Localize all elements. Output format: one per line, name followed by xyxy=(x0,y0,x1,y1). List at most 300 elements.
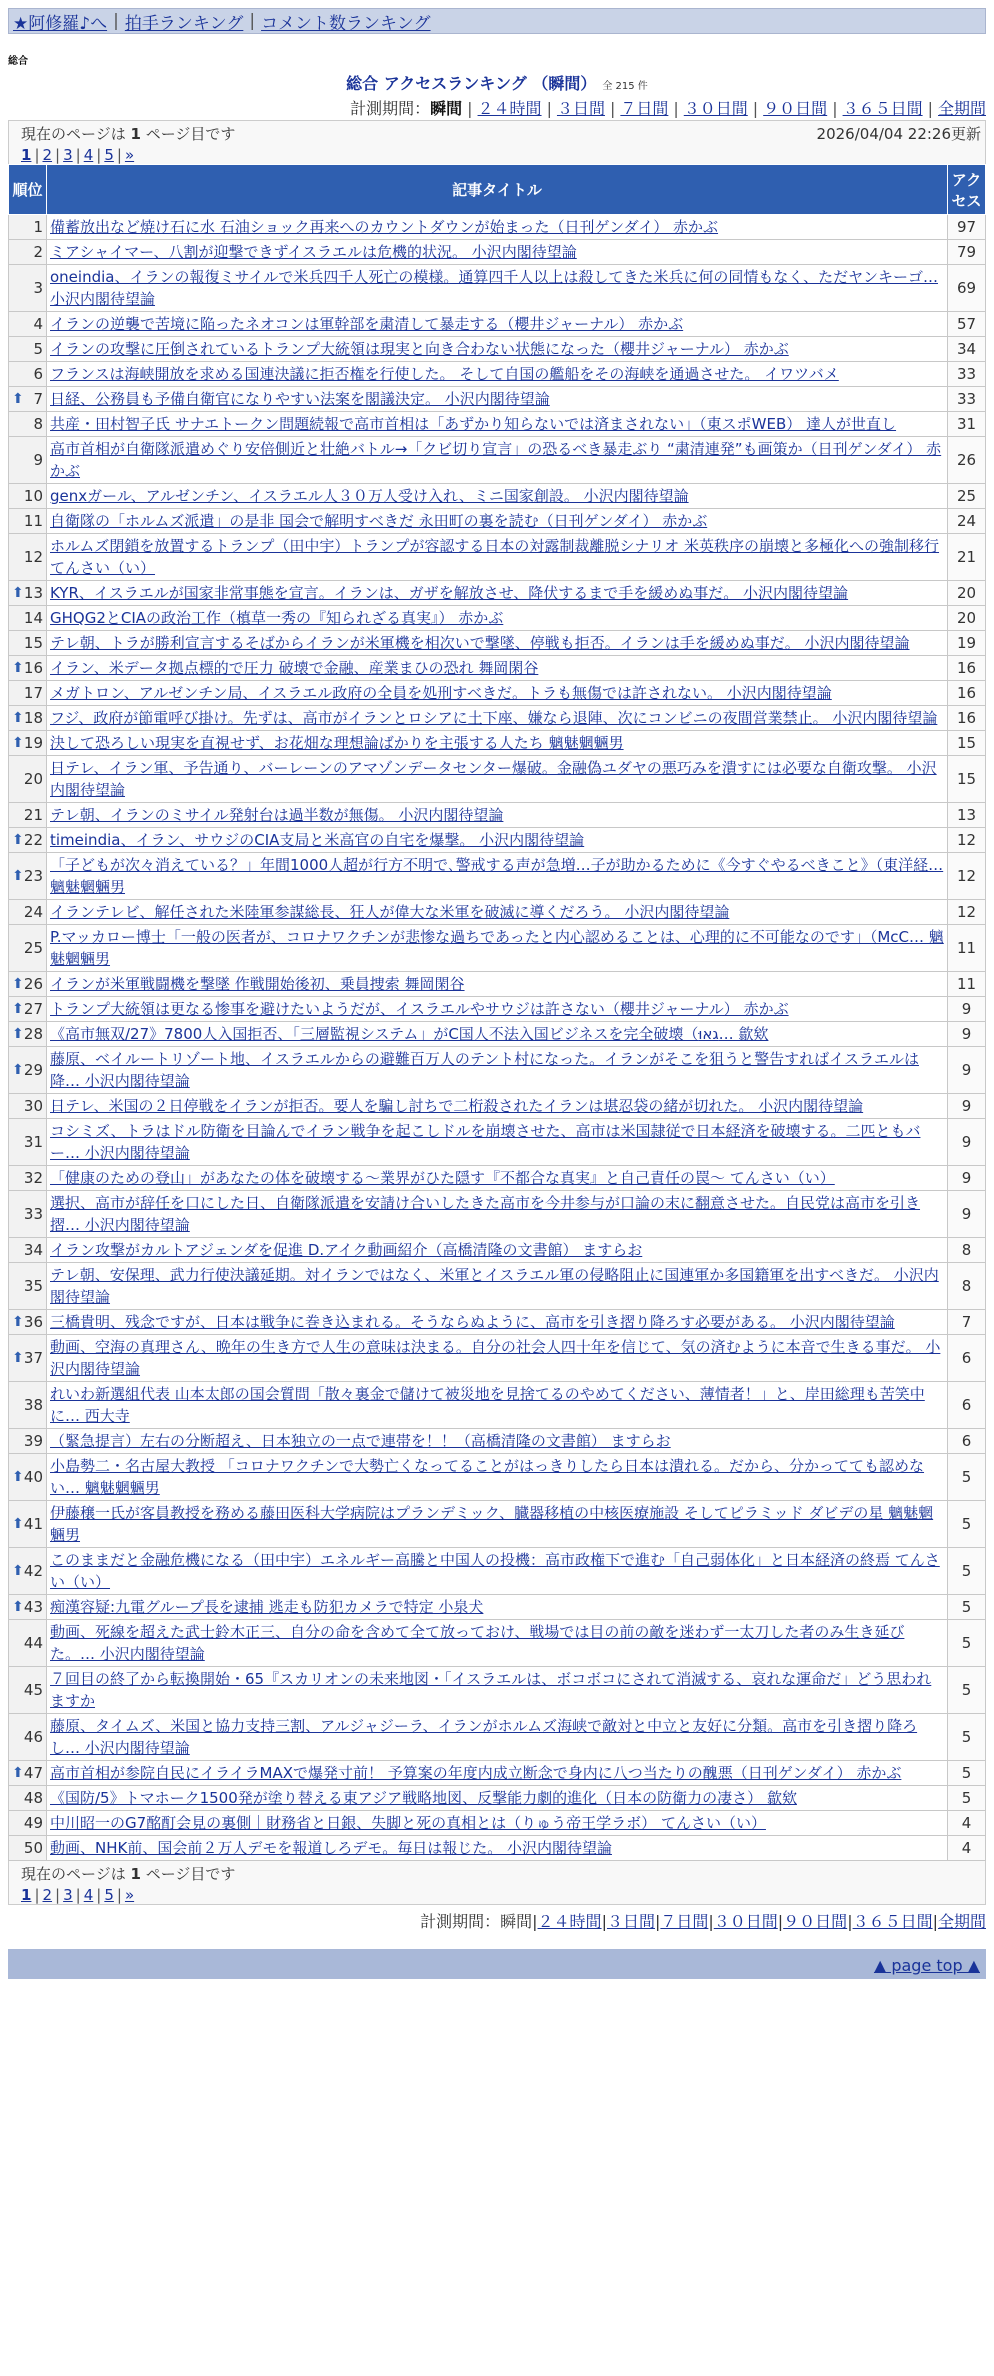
item-count: 全 215 件 xyxy=(602,81,648,92)
table-row xyxy=(9,312,986,337)
up-arrow-icon: ⬆ xyxy=(12,660,24,676)
rank-cell xyxy=(9,828,47,853)
period-link[interactable]: 全期間 xyxy=(937,1912,986,1931)
separator: | xyxy=(708,1912,714,1931)
table-row xyxy=(9,900,986,925)
rank-cell xyxy=(9,1238,47,1263)
rank-cell xyxy=(9,1548,47,1595)
top-navigation xyxy=(8,8,986,34)
title-cell xyxy=(47,656,948,681)
access-count: 4 xyxy=(948,1836,986,1861)
rank-cell xyxy=(9,1501,47,1548)
rank-number: 5 xyxy=(33,340,43,358)
rank-cell xyxy=(9,1191,47,1238)
table-row xyxy=(9,1761,986,1786)
title-cell xyxy=(47,756,948,803)
rank-cell xyxy=(9,925,47,972)
access-count: 7 xyxy=(948,1310,986,1335)
access-count: 6 xyxy=(948,1429,986,1454)
article-title-link[interactable]: 動画、空海の真理さん、晩年の生き方で人生の意味は決まる。自分の社会人四十年を信じて、気の済むように本音で生きる事だ。 小沢内閣待望論 xyxy=(50,1338,941,1378)
access-count: 15 xyxy=(948,731,986,756)
rank-cell xyxy=(9,803,47,828)
access-count: 11 xyxy=(948,925,986,972)
rank-number: 28 xyxy=(23,1025,43,1043)
period-link[interactable]: ３０日間 xyxy=(713,1912,778,1931)
article-title-link[interactable]: 藤原、タイムズ、米国と協力支持三割、アルジャジーラ、イランがホルムズ海峡で敵対と中立と友好に分類。高市を引き摺り降ろし… 小沢内閣待望論 xyxy=(50,1717,918,1757)
page-link[interactable]: 2 xyxy=(42,146,53,164)
title-cell xyxy=(47,240,948,265)
title-cell xyxy=(47,853,948,900)
rank-cell xyxy=(9,853,47,900)
article-title-link[interactable]: テレ朝、安保理、武力行使決議延期。対イランではなく、米軍とイスラエル軍の侵略阻止に国連軍か多国籍軍を出すべきだ。 小沢内閣待望論 xyxy=(50,1266,939,1306)
next-page-link[interactable]: » xyxy=(124,146,135,164)
access-header: アクセス xyxy=(948,165,986,215)
up-arrow-icon: ⬆ xyxy=(12,868,24,884)
article-title-link[interactable]: 備蓄放出など焼け石に水 石油ショック再来へのカウントダウンが始まった（日刊ゲンダイ） 赤かぶ xyxy=(50,218,719,236)
title-cell xyxy=(47,509,948,534)
title-cell xyxy=(47,312,948,337)
rank-cell xyxy=(9,1310,47,1335)
table-row xyxy=(9,1595,986,1620)
article-title-link[interactable]: イラン、米データ拠点標的で圧力 破壊で金融、産業まひの恐れ 舞岡閑谷 xyxy=(50,659,539,677)
article-title-link[interactable]: このままだと金融危機になる（田中宇）エネルギー高騰と中国人の投機：高市政権下で進む「自己弱体化」と日本経済の終焉 てんさい（い） xyxy=(50,1551,940,1591)
title-cell xyxy=(47,900,948,925)
period-current: 瞬間 xyxy=(430,99,463,118)
rank-number: 39 xyxy=(23,1432,43,1450)
page-link[interactable]: 3 xyxy=(63,146,73,164)
up-arrow-icon: ⬆ xyxy=(12,832,24,848)
rank-number: 4 xyxy=(33,315,43,333)
up-arrow-icon: ⬆ xyxy=(12,1314,24,1330)
rank-cell xyxy=(9,437,47,484)
article-title-link[interactable]: 共産・田村智子氏 サナエトークン問題続報で高市首相は「あずかり知らないでは済まされない」（東スポWEB） 達人が世直し xyxy=(50,415,897,433)
table-row xyxy=(9,1263,986,1310)
rank-cell xyxy=(9,997,47,1022)
pager-bottom xyxy=(8,1861,986,1905)
access-count: 12 xyxy=(948,853,986,900)
table-row xyxy=(9,437,986,484)
article-title-link[interactable]: 《高市無双/27》7800人入国拒否、「三層監視システム」がC国人不法入国ビジネスを完全破壊（גאוּ… 歙欸 xyxy=(50,1025,769,1043)
table-row xyxy=(9,997,986,1022)
article-title-link[interactable]: 選択、高市が辞任を口にした日、自衛隊派遣を安請け合いしたきた高市を今井参与が口論の末に翻意させた。自民党は高市を引き摺… 小沢内閣待望論 xyxy=(50,1194,921,1234)
access-count: 6 xyxy=(948,1382,986,1429)
access-count: 69 xyxy=(948,265,986,312)
rank-cell xyxy=(9,1382,47,1429)
title-cell xyxy=(47,706,948,731)
title-cell xyxy=(47,731,948,756)
title-cell xyxy=(47,1620,948,1667)
separator: | xyxy=(96,146,102,164)
article-title-link[interactable]: 小島勢二・名古屋大教授 「コロナワクチンで大勢亡くなってることがはっきりしたら日本は潰れる。だから、分かってても認めない… 魑魅魍魎男 xyxy=(50,1457,925,1497)
separator: | xyxy=(601,1912,607,1931)
rank-cell xyxy=(9,1761,47,1786)
article-title-link[interactable]: timeindia、イラン、サウジのCIA支局と米高官の自宅を爆撃。 小沢内閣待望論 xyxy=(50,831,585,849)
rank-number: 11 xyxy=(23,512,43,530)
access-count: 5 xyxy=(948,1620,986,1667)
article-title-link[interactable]: 自衛隊の「ホルムズ派遣」の是非 国会で解明すべきだ 永田町の裏を読む（日刊ゲンダイ） 赤かぶ xyxy=(50,512,708,530)
table-row xyxy=(9,1166,986,1191)
rank-number: 43 xyxy=(23,1598,43,1616)
period-link[interactable]: ２４時間 xyxy=(537,1912,602,1931)
rank-number: 41 xyxy=(23,1515,43,1533)
article-title-link[interactable]: イランの逆襲で苦境に陥ったネオコンは軍幹部を粛清して暴走する（櫻井ジャーナル） 赤かぶ xyxy=(50,315,684,333)
access-count: 9 xyxy=(948,1166,986,1191)
access-count: 33 xyxy=(948,387,986,412)
article-title-link[interactable]: ホルムズ閉鎖を放置するトランプ（田中宇）トランプが容認する日本の対露制裁離脱シナリオ 米英秩序の崩壊と多極化への強制移行 てんさい（い） xyxy=(50,537,940,577)
title-cell xyxy=(47,1595,948,1620)
period-link[interactable]: ３日間 xyxy=(556,99,605,118)
article-title-link[interactable]: イラン攻撃がカルトアジェンダを促進 D.アイク動画紹介（高橋清隆の文書館） ますらお xyxy=(50,1241,643,1259)
page-link[interactable]: 5 xyxy=(104,1886,114,1904)
table-row xyxy=(9,1429,986,1454)
page-link[interactable]: 5 xyxy=(104,146,114,164)
separator: | xyxy=(927,99,933,118)
article-title-link[interactable]: ７回目の終了から転換開始・65『スカリオンの未来地図・「イスラエルは、ボコボコにされて消滅する、哀れな運命だ」どう思われますか xyxy=(50,1670,932,1710)
article-title-link[interactable]: （緊急提言）左右の分断超え、日本独立の一点で連帯を！！（高橋清隆の文書館） ますらお xyxy=(50,1432,671,1450)
table-row xyxy=(9,925,986,972)
article-title-link[interactable]: イランが米軍戦闘機を撃墜 作戦開始後初、乗員捜索 舞岡閑谷 xyxy=(50,975,465,993)
period-link[interactable]: ３６５日間 xyxy=(842,99,923,118)
page-link[interactable]: 3 xyxy=(63,1886,73,1904)
page-link[interactable]: 1 xyxy=(21,146,32,164)
rank-cell xyxy=(9,265,47,312)
table-row xyxy=(9,1382,986,1429)
access-count: 25 xyxy=(948,484,986,509)
article-title-link[interactable]: oneindia、イランの報復ミサイルで米兵四千人死亡の模様。通算四千人以上は殺してきた米兵に何の同情もなく、ただヤンキーゴ… 小沢内閣待望論 xyxy=(50,268,938,308)
article-title-link[interactable]: イランの攻撃に圧倒されているトランプ大統領は現実と向き合わない状態になった（櫻井ジャーナル） 赤かぶ xyxy=(50,340,789,358)
title-cell xyxy=(47,1548,948,1595)
rank-cell xyxy=(9,1047,47,1094)
table-row xyxy=(9,1667,986,1714)
title-header: 記事タイトル xyxy=(47,165,948,215)
table-row xyxy=(9,1786,986,1811)
period-link[interactable]: ３６５日間 xyxy=(852,1912,933,1931)
access-count: 5 xyxy=(948,1714,986,1761)
table-row xyxy=(9,1094,986,1119)
article-title-link[interactable]: 決して恐ろしい現実を直視せず、お花畑な理想論ばかりを主張する人たち 魑魅魍魎男 xyxy=(50,734,624,752)
title-cell xyxy=(47,1119,948,1166)
article-title-link[interactable]: 《国防/5》トマホーク1500発が塗り替える東アジア戦略地図、反撃能力劇的進化（日本の防衛力の凄さ） 歙欸 xyxy=(50,1789,797,1807)
table-row xyxy=(9,1548,986,1595)
rank-number: 2 xyxy=(33,243,43,261)
article-title-link[interactable]: コシミズ、トラはドル防衛を目論んでイラン戦争を起こしドルを崩壊させた、高市は米国隷従で日本経済を破壊する。二匹ともバー… 小沢内閣待望論 xyxy=(50,1122,921,1162)
table-row xyxy=(9,509,986,534)
table-row xyxy=(9,215,986,240)
rank-number: 44 xyxy=(23,1634,43,1652)
separator: | xyxy=(673,99,679,118)
period-link[interactable]: ３日間 xyxy=(606,1912,655,1931)
up-arrow-icon: ⬆ xyxy=(12,735,24,751)
rank-number: 18 xyxy=(23,709,43,727)
article-title-link[interactable]: 「子どもが次々消えている？」年間1000人超が行方不明で､警戒する声が急増…子が助かるために《今すぐやるべきこと》（東洋経… 魑魅魍魎男 xyxy=(50,856,944,896)
access-count: 8 xyxy=(948,1238,986,1263)
table-row xyxy=(9,534,986,581)
separator: | xyxy=(752,99,759,118)
rank-number: 3 xyxy=(33,279,43,297)
table-row xyxy=(9,631,986,656)
rank-cell xyxy=(9,631,47,656)
period-selector-top xyxy=(0,98,986,120)
access-count: 5 xyxy=(948,1667,986,1714)
separator: | xyxy=(55,1886,61,1904)
table-row xyxy=(9,1191,986,1238)
home-link[interactable]: ★阿修羅♪へ xyxy=(13,13,108,34)
up-arrow-icon: ⬆ xyxy=(12,1062,24,1078)
rank-number: 24 xyxy=(23,903,43,921)
page-link[interactable]: 2 xyxy=(42,1886,53,1904)
period-link[interactable]: ９０日間 xyxy=(763,99,828,118)
rank-cell xyxy=(9,1836,47,1861)
article-title-link[interactable]: P.マッカロー博士「一般の医者が、コロナワクチンが悲惨な過ちであったと内心認めることは、心理的に不可能なのです」（McC… 魑魅魍魎男 xyxy=(50,928,944,968)
access-count: 15 xyxy=(948,756,986,803)
article-title-link[interactable]: 高市首相が自衛隊派遣めぐり安倍側近と壮絶バトル→「クビ切り宣言」の恐るべき暴走ぶり “粛清連発”も画策か（日刊ゲンダイ） 赤かぶ xyxy=(50,440,942,480)
access-count: 5 xyxy=(948,1548,986,1595)
rank-number: 17 xyxy=(23,684,43,702)
title-cell xyxy=(47,1811,948,1836)
title-cell xyxy=(47,534,948,581)
access-count: 19 xyxy=(948,631,986,656)
period-link[interactable]: 全期間 xyxy=(937,99,986,118)
title-cell xyxy=(47,1761,948,1786)
table-row xyxy=(9,656,986,681)
title-cell xyxy=(47,1166,948,1191)
access-count: 21 xyxy=(948,534,986,581)
article-title-link[interactable]: フランスは海峡開放を求める国連決議に拒否権を行使した。 そして自国の艦船をその海峡を通過させた。 イワツバメ xyxy=(50,365,839,383)
title-cell xyxy=(47,631,948,656)
article-title-link[interactable]: 藤原、ベイルートリゾート地、イスラエルからの避難百万人のテント村になった。イランがそこを狙うと警告すればイスラエルは降… 小沢内閣待望論 xyxy=(50,1050,919,1090)
separator: | xyxy=(467,99,473,118)
table-row xyxy=(9,1811,986,1836)
access-count: 9 xyxy=(948,1094,986,1119)
access-count: 20 xyxy=(948,606,986,631)
access-count: 12 xyxy=(948,828,986,853)
rank-cell xyxy=(9,656,47,681)
access-count: 6 xyxy=(948,1335,986,1382)
article-title-link[interactable]: テレ朝、イランのミサイル発射台は過半数が無傷。 小沢内閣待望論 xyxy=(50,806,504,824)
rank-cell xyxy=(9,312,47,337)
rank-number: 34 xyxy=(23,1241,43,1259)
table-row xyxy=(9,265,986,312)
rank-number: 21 xyxy=(23,806,43,824)
table-row xyxy=(9,581,986,606)
article-title-link[interactable]: 日テレ、米国の２日停戦をイランが拒否。要人を騙し討ちで二桁殺されたイランは堪忍袋の緒が切れた。 小沢内閣待望論 xyxy=(50,1097,864,1115)
next-page-link[interactable]: » xyxy=(124,1886,135,1904)
article-title-link[interactable]: 高市首相が参院自民にイライラMAXで爆発寸前！ 予算案の年度内成立断念で身内に八つ当たりの醜悪（日刊ゲンダイ） 赤かぶ xyxy=(50,1764,902,1782)
rank-cell xyxy=(9,362,47,387)
table-row xyxy=(9,803,986,828)
rank-cell xyxy=(9,1811,47,1836)
page-top-link[interactable]: ▲ page top ▲ xyxy=(873,1956,980,1975)
up-arrow-icon: ⬆ xyxy=(12,1516,24,1532)
article-title-link[interactable]: 動画、NHK前、国会前２万人デモを報道しろデモ。毎日は報じた。 小沢内閣待望論 xyxy=(50,1839,612,1857)
separator: | xyxy=(34,146,40,164)
article-title-link[interactable]: 日経、公務員も予備自衛官になりやすい法案を閣議決定。 小沢内閣待望論 xyxy=(50,390,550,408)
separator: | xyxy=(34,1886,40,1904)
title-cell xyxy=(47,1667,948,1714)
rank-number: 31 xyxy=(23,1133,43,1151)
period-label: 計測期間： xyxy=(420,1912,501,1931)
period-link[interactable]: ９０日間 xyxy=(783,1912,848,1931)
rank-number: 14 xyxy=(23,609,43,627)
title-cell xyxy=(47,1238,948,1263)
access-count: 11 xyxy=(948,972,986,997)
access-count: 5 xyxy=(948,1501,986,1548)
table-row xyxy=(9,1501,986,1548)
rank-number: 10 xyxy=(23,487,43,505)
access-count: 9 xyxy=(948,1022,986,1047)
access-count: 5 xyxy=(948,1761,986,1786)
access-count: 9 xyxy=(948,997,986,1022)
table-row xyxy=(9,1714,986,1761)
access-count: 5 xyxy=(948,1595,986,1620)
access-count: 16 xyxy=(948,656,986,681)
separator: | xyxy=(609,99,616,118)
current-page-number: 1 xyxy=(130,1865,141,1883)
table-row xyxy=(9,1310,986,1335)
title-cell xyxy=(47,1382,948,1429)
rank-cell xyxy=(9,1595,47,1620)
separator: | xyxy=(116,146,122,164)
article-title-link[interactable]: れいわ新選組代表 山本太郎の国会質問「散々裏金で儲けて被災地を見捨てるのやめてください、薄情者！」と、岸田総理も苦笑中に… 西大寺 xyxy=(50,1385,925,1425)
up-arrow-icon: ⬆ xyxy=(12,1350,24,1366)
article-title-link[interactable]: 伊藤穣一氏が客員教授を務める藤田医科大学病院はプランデミック、臓器移植の中核医療施設 そしてピラミッド ダビデの星 魑魅魍魎男 xyxy=(50,1504,934,1544)
rank-number: 42 xyxy=(23,1562,43,1580)
separator: | xyxy=(832,99,838,118)
period-label: 計測期間： xyxy=(350,99,431,118)
article-title-link[interactable]: 「健康のための登山」があなたの体を破壊する〜業界がひた隠す『不都合な真実』と自己責任の罠〜 てんさい（い） xyxy=(50,1169,835,1187)
table-row xyxy=(9,1238,986,1263)
rank-cell xyxy=(9,1022,47,1047)
title-cell xyxy=(47,997,948,1022)
rank-cell xyxy=(9,1454,47,1501)
article-title-link[interactable]: 中川昭一のG7酩酊会見の裏側｜財務省と日銀、失脚と死の真相とは（りゅう帝王学ラボ） てんさい（い） xyxy=(50,1814,766,1832)
article-title-link[interactable]: フジ、政府が節電呼び掛け。先ずは、高市がイランとロシアに土下座、嫌なら退陣、次にコンビニの夜間営業禁止。 小沢内閣待望論 xyxy=(50,709,938,727)
rank-number: 12 xyxy=(23,548,43,566)
period-link[interactable]: ７日間 xyxy=(660,1912,709,1931)
clap-ranking-link[interactable]: 拍手ランキング xyxy=(124,13,244,34)
rank-cell xyxy=(9,606,47,631)
rank-number: 16 xyxy=(23,659,43,677)
rank-number: 15 xyxy=(23,634,43,652)
title-cell xyxy=(47,1191,948,1238)
rank-cell xyxy=(9,1335,47,1382)
title-cell xyxy=(47,1429,948,1454)
rank-number: 35 xyxy=(23,1277,43,1295)
access-count: 4 xyxy=(948,1811,986,1836)
title-cell xyxy=(47,606,948,631)
page-title-block xyxy=(0,71,994,94)
rank-number: 36 xyxy=(23,1313,43,1331)
page-prefix: 現在のページは xyxy=(21,125,126,143)
access-count: 16 xyxy=(948,681,986,706)
rank-cell xyxy=(9,972,47,997)
rank-number: 6 xyxy=(33,365,43,383)
period-link[interactable]: ７日間 xyxy=(620,99,669,118)
table-row xyxy=(9,412,986,437)
up-arrow-icon: ⬆ xyxy=(12,585,24,601)
rank-cell xyxy=(9,1263,47,1310)
table-row xyxy=(9,387,986,412)
separator: | xyxy=(96,1886,102,1904)
separator: | xyxy=(249,11,256,31)
rank-cell xyxy=(9,215,47,240)
page-links xyxy=(21,1886,973,1904)
page-link[interactable]: 1 xyxy=(21,1886,32,1904)
table-row xyxy=(9,1620,986,1667)
table-row xyxy=(9,853,986,900)
access-count: 8 xyxy=(948,1263,986,1310)
article-title-link[interactable]: GHQG2とCIAの政治工作（槙草一秀の『知られざる真実』） 赤かぶ xyxy=(50,609,504,627)
article-title-link[interactable]: メガトロン、アルゼンチン局、イスラエル政府の全員を処刑すべきだ。トラも無傷では許されない。 小沢内閣待望論 xyxy=(50,684,832,702)
rank-number: 29 xyxy=(23,1061,43,1079)
title-cell xyxy=(47,681,948,706)
article-title-link[interactable]: 日テレ、イラン軍、予告通り、バーレーンのアマゾンデータセンター爆破。金融偽ユダヤの悪巧みを潰すには必要な自衛攻撃。 小沢内閣待望論 xyxy=(50,759,937,799)
ranking-table xyxy=(8,164,986,1861)
title-cell xyxy=(47,362,948,387)
updated-timestamp: 2026/04/04 22:26更新 xyxy=(816,125,981,143)
period-link[interactable]: ３０日間 xyxy=(683,99,748,118)
pager-top xyxy=(8,120,986,164)
rank-cell xyxy=(9,412,47,437)
article-title-link[interactable]: イランテレビ、解任された米陸軍参謀総長、狂人が偉大な米軍を破滅に導くだろう。 小沢内閣待望論 xyxy=(50,903,730,921)
title-cell xyxy=(47,828,948,853)
table-row xyxy=(9,484,986,509)
article-title-link[interactable]: KYR、イスラエルが国家非常事態を宣言。イランは、ガザを解放させ、降伏するまで手を緩めぬ事だ。 小沢内閣待望論 xyxy=(50,584,849,602)
access-count: 31 xyxy=(948,412,986,437)
title-cell xyxy=(47,1836,948,1861)
title-cell xyxy=(47,265,948,312)
page-suffix: ページ目です xyxy=(145,125,236,143)
article-title-link[interactable]: 痴漢容疑:九電グループ長を逮捕 逃走も防犯カメラで特定 小泉犬 xyxy=(50,1598,484,1616)
article-title-link[interactable]: ミアシャイマー、八割が迎撃できずイスラエルは危機的状況。 小沢内閣待望論 xyxy=(50,243,577,261)
title-cell xyxy=(47,337,948,362)
period-link[interactable]: ２４時間 xyxy=(477,99,542,118)
comment-ranking-link[interactable]: コメント数ランキング xyxy=(261,13,431,34)
separator: | xyxy=(546,99,552,118)
title-cell xyxy=(47,1310,948,1335)
rank-cell xyxy=(9,484,47,509)
page-link[interactable]: 4 xyxy=(83,1886,94,1904)
access-count: 13 xyxy=(948,803,986,828)
separator: | xyxy=(654,1912,661,1931)
table-row xyxy=(9,1454,986,1501)
table-row xyxy=(9,337,986,362)
page-link[interactable]: 4 xyxy=(83,146,94,164)
table-row xyxy=(9,1836,986,1861)
table-row xyxy=(9,1335,986,1382)
article-title-link[interactable]: テレ朝、トラが勝利宣言するそばからイランが米軍機を相次いで撃墜、停戦も拒否。イランは手を緩めぬ事だ。 小沢内閣待望論 xyxy=(50,634,910,652)
article-title-link[interactable]: 三橋貴明、残念ですが、日本は戦争に巻き込まれる。そうならぬように、高市を引き摺り降ろす必要がある。 小沢内閣待望論 xyxy=(50,1313,895,1331)
rank-cell xyxy=(9,1667,47,1714)
table-row xyxy=(9,606,986,631)
rank-cell xyxy=(9,731,47,756)
access-count: 24 xyxy=(948,509,986,534)
article-title-link[interactable]: トランプ大統領は更なる惨事を避けたいようだが、イスラエルやサウジは許さない（櫻井ジャーナル） 赤かぶ xyxy=(50,1000,789,1018)
article-title-link[interactable]: genxガール、アルゼンチン、イスラエル人３０万人受け入れ、ミニ国家創設。 小沢内閣待望論 xyxy=(50,487,689,505)
title-cell xyxy=(47,215,948,240)
period-selector-bottom xyxy=(0,1911,986,1933)
rank-number: 40 xyxy=(23,1468,43,1486)
article-title-link[interactable]: 動画、死線を超えた武士鈴木正三、自分の命を含めて全て放っておけ、戦場では目の前の敵を迷わず一太刀した者のみ生き延びた。… 小沢内閣待望論 xyxy=(50,1623,905,1663)
table-row xyxy=(9,1119,986,1166)
title-cell xyxy=(47,1786,948,1811)
table-row xyxy=(9,1022,986,1047)
rank-cell xyxy=(9,581,47,606)
rank-number: 27 xyxy=(23,1000,43,1018)
access-count: 34 xyxy=(948,337,986,362)
rank-cell xyxy=(9,534,47,581)
rank-number: 13 xyxy=(23,584,43,602)
